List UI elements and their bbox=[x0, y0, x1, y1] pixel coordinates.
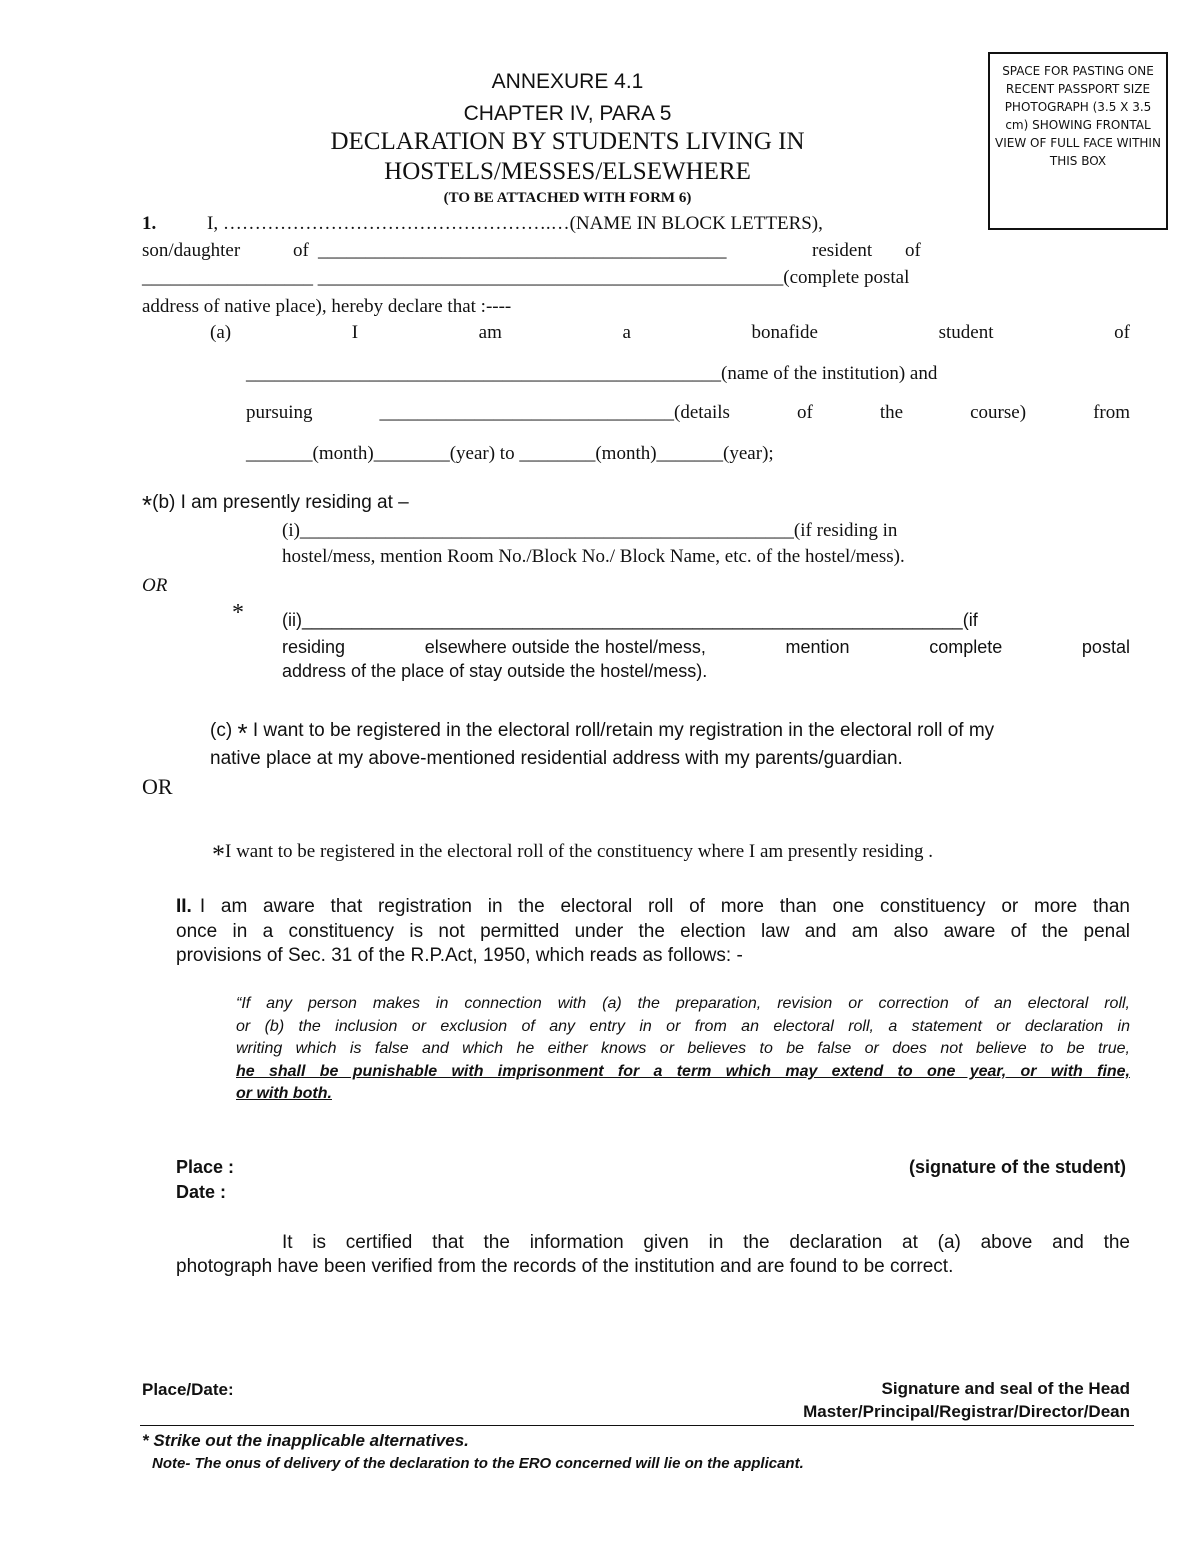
course-period-field[interactable]: _______(month)________(year) to ________(month)_______(year); bbox=[246, 443, 774, 464]
institution-name-field[interactable]: __________________________________________________(name of the institution) and bbox=[246, 363, 938, 384]
son-daughter-label: son/daughter bbox=[142, 240, 241, 261]
quote-line-1: “If any person makes in connection with (a) the preparation, revision or correction of an electoral roll, bbox=[236, 995, 1130, 1012]
chapter-heading: CHAPTER IV, PARA 5 bbox=[463, 102, 672, 125]
place-label: Place : bbox=[176, 1157, 235, 1177]
parent-name-field[interactable]: ___________________________________________ bbox=[318, 240, 727, 261]
section-1-number: 1. bbox=[142, 213, 157, 234]
section-2-line-2: once in a constituency is not permitted under the election law and am also aware of the penal bbox=[176, 921, 1130, 942]
or-separator-2: OR bbox=[142, 774, 173, 799]
student-signature-label: (signature of the student) bbox=[909, 1157, 1126, 1177]
head-signature-line-2: Master/Principal/Registrar/Director/Dean bbox=[803, 1402, 1130, 1421]
clause-a-word: of bbox=[1114, 322, 1130, 343]
clause-b bbox=[142, 490, 409, 521]
course-word: pursuing bbox=[246, 402, 313, 423]
clause-a-word: (a) bbox=[210, 322, 232, 343]
outside-word: elsewhere outside the hostel/mess, bbox=[424, 637, 706, 657]
clause-b-text: (b) I am presently residing at – bbox=[152, 492, 409, 513]
clause-a-word: a bbox=[622, 322, 631, 343]
strike-out-note: * Strike out the inapplicable alternatives. bbox=[142, 1431, 469, 1450]
declaration-intro: address of native place), hereby declare that :---- bbox=[142, 296, 512, 317]
clause-a-line-1 bbox=[210, 322, 1130, 344]
quote-line-3: writing which is false and which he either knows or believes to be false or does not believe to be true, bbox=[236, 1040, 1130, 1057]
section-2-line-3: provisions of Sec. 31 of the R.P.Act, 1950, which reads as follows: - bbox=[176, 945, 743, 966]
section-2-line-1 bbox=[176, 896, 1130, 918]
hostel-address-hint: hostel/mess, mention Room No./Block No./ Block Name, etc. of the hostel/mess). bbox=[282, 546, 905, 567]
quote-line-4: he shall be punishable with imprisonment for a term which may extend to one year, or with fine, bbox=[236, 1063, 1130, 1080]
outside-word: complete bbox=[929, 637, 1003, 657]
annexure-heading: ANNEXURE 4.1 bbox=[491, 70, 644, 93]
clause-c-line-2: native place at my above-mentioned residential address with my parents/guardian. bbox=[210, 748, 903, 769]
asterisk-mark: * bbox=[232, 600, 244, 626]
certification-line-1: It is certified that the information given in the declaration at (a) above and the bbox=[282, 1232, 1130, 1253]
clause-a-word: I bbox=[351, 322, 359, 343]
quote-line-5: or with both. bbox=[236, 1085, 332, 1102]
place-date-label: Place/Date: bbox=[142, 1380, 234, 1399]
outside-word: mention bbox=[785, 637, 850, 657]
photo-placeholder-box[interactable] bbox=[988, 52, 1168, 230]
outside-word: postal bbox=[1081, 637, 1130, 657]
course-word: from bbox=[1093, 402, 1130, 423]
clause-c-prefix: (c) bbox=[210, 720, 233, 741]
or-separator-1: OR bbox=[142, 575, 168, 596]
onus-note: Note- The onus of delivery of the declaration to the ERO concerned will lie on the applicant. bbox=[152, 1455, 804, 1472]
outside-word: residing bbox=[282, 637, 346, 657]
course-details-field[interactable]: _______________________________(details bbox=[379, 402, 730, 423]
section-2-text-1: I am aware that registration in the electoral roll of more than one constituency or more than bbox=[199, 896, 1130, 917]
resident-label: resident bbox=[812, 240, 873, 261]
of-label: of bbox=[293, 240, 309, 261]
clause-d-text: I want to be registered in the electoral roll of the constituency where I am presently residing . bbox=[225, 841, 934, 862]
of-label-2: of bbox=[905, 240, 921, 261]
clause-d bbox=[212, 840, 933, 870]
outside-address-hint-2: address of the place of stay outside the hostel/mess). bbox=[282, 661, 708, 681]
photo-box-instructions: SPACE FOR PASTING ONE RECENT PASSPORT SIZE PHOTOGRAPH (3.5 X 3.5 cm) SHOWING FRONTAL VIEW OF FULL FACE WITHIN THIS BOX bbox=[995, 64, 1161, 168]
certification-line-2: photograph have been verified from the records of the institution and are found to be correct. bbox=[176, 1256, 954, 1277]
date-label: Date : bbox=[176, 1182, 227, 1202]
asterisk-mark: * bbox=[142, 490, 153, 520]
outside-address-hint-line bbox=[282, 637, 1130, 658]
course-details-line bbox=[246, 402, 1130, 424]
postal-address-field[interactable]: __________________ _________________________________________________(complete postal bbox=[142, 267, 910, 288]
title-line-2: HOSTELS/MESSES/ELSEWHERE bbox=[384, 158, 751, 185]
asterisk-mark: * bbox=[237, 718, 248, 748]
clause-c-line-1 bbox=[210, 718, 994, 749]
asterisk-mark: * bbox=[212, 840, 225, 869]
clause-a-word: am bbox=[478, 322, 502, 343]
clause-a-word: student bbox=[938, 322, 994, 343]
name-line: I, …………………………………………….…(NAME IN BLOCK LETTERS), bbox=[207, 213, 823, 234]
subtitle: (TO BE ATTACHED WITH FORM 6) bbox=[443, 190, 692, 206]
title-line-1: DECLARATION BY STUDENTS LIVING IN bbox=[330, 128, 805, 155]
outside-address-field[interactable]: (ii)__________________________________________________________________(if bbox=[282, 610, 978, 630]
course-word: the bbox=[879, 402, 904, 423]
hostel-address-field[interactable]: (i)____________________________________________________(if residing in bbox=[282, 520, 898, 541]
course-word: of bbox=[797, 402, 813, 423]
clause-a-word: bonafide bbox=[751, 322, 818, 343]
quote-line-2: or (b) the inclusion or exclusion of any entry in or from an electoral roll, a statement or declaration in bbox=[236, 1018, 1130, 1035]
head-signature-line-1: Signature and seal of the Head bbox=[881, 1379, 1130, 1398]
footer-divider bbox=[140, 1425, 1134, 1426]
course-word: course) bbox=[970, 402, 1027, 423]
section-2-number: II. bbox=[176, 896, 192, 917]
clause-c-text: I want to be registered in the electoral roll/retain my registration in the electoral roll of my bbox=[252, 720, 995, 741]
